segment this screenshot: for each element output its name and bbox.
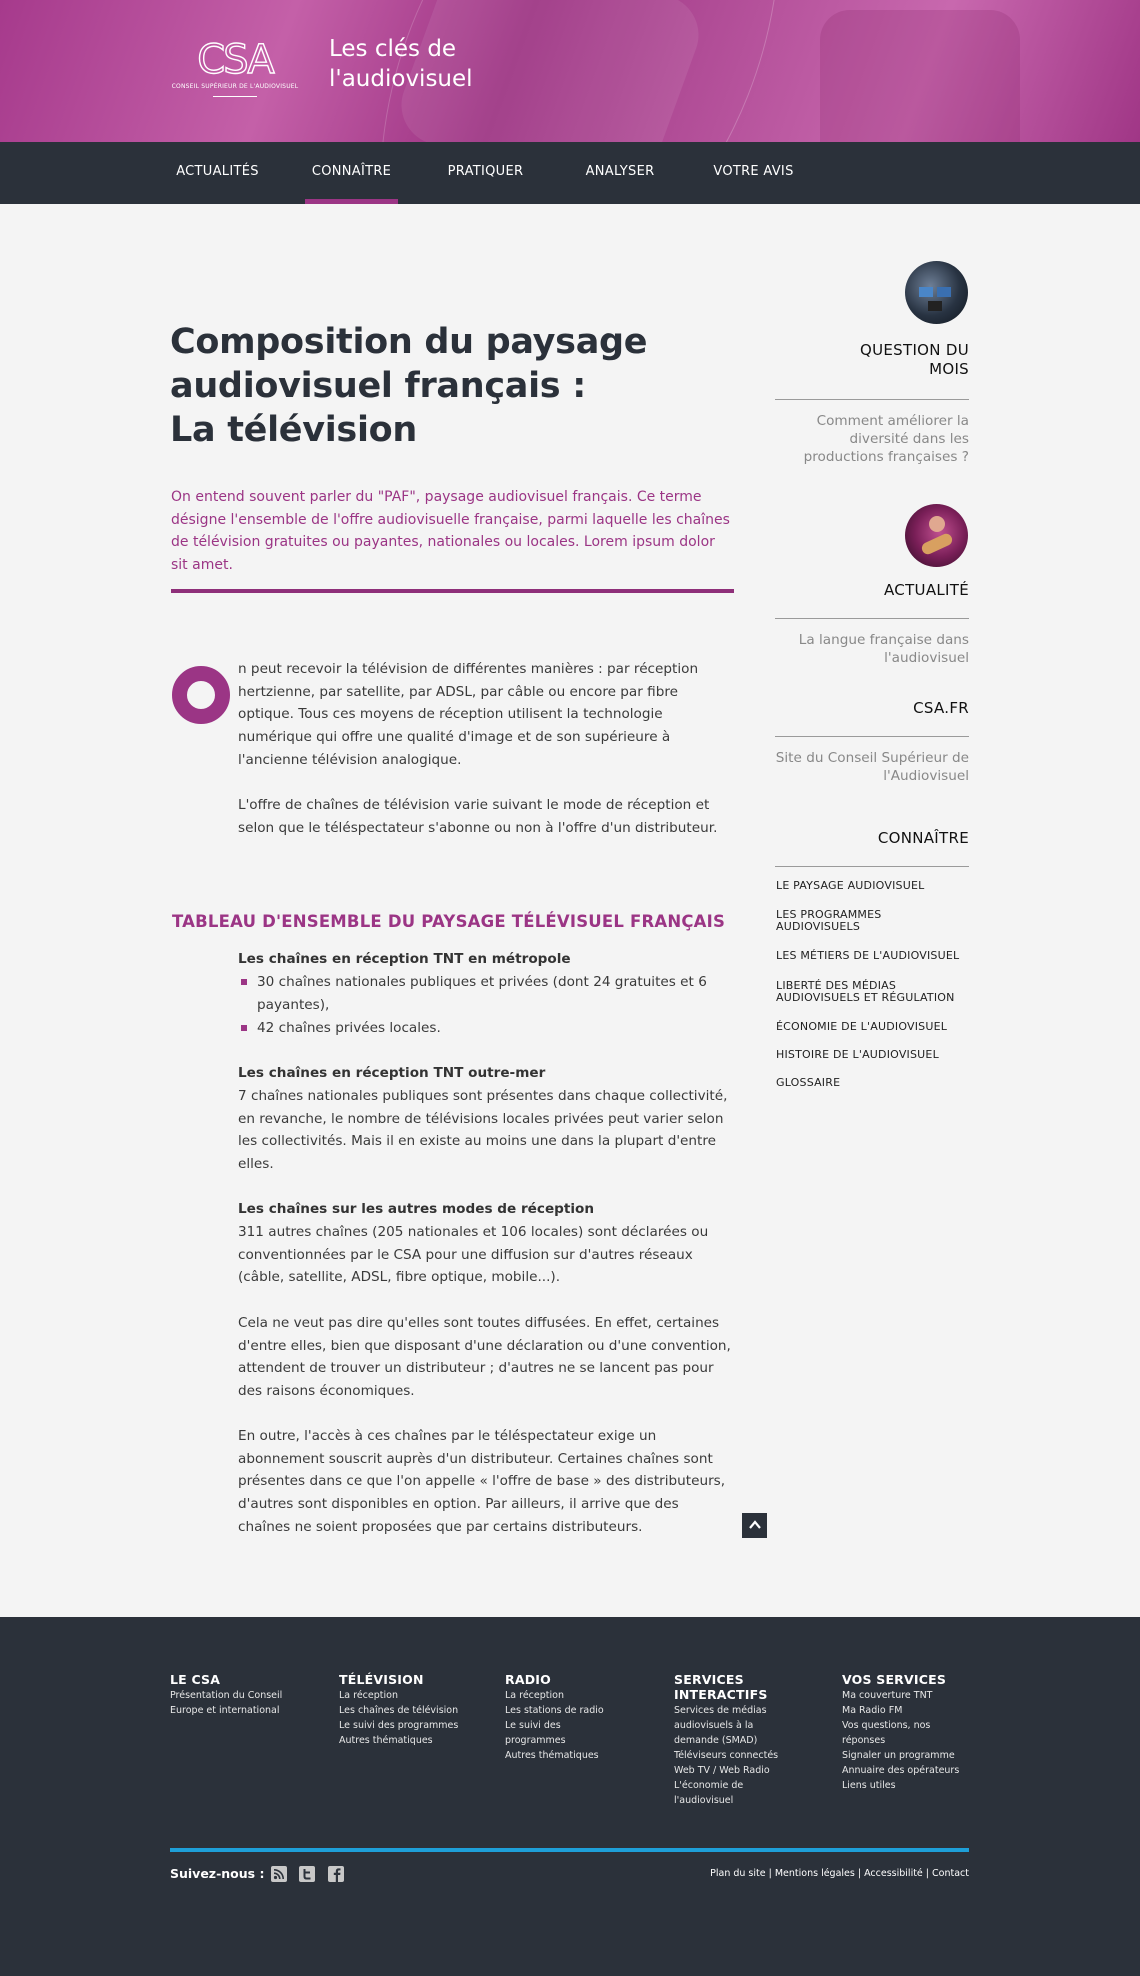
list-item: 30 chaînes nationales publiques et privées (dont 24 gratuites et 6 payantes), (238, 971, 733, 1016)
facebook-icon[interactable] (328, 1866, 344, 1882)
footer-link[interactable]: programmes (505, 1735, 566, 1746)
actualite-thumbnail[interactable] (905, 504, 968, 567)
footer-link[interactable]: Présentation du Conseil (170, 1690, 283, 1701)
page-title (170, 320, 730, 452)
follow-label: Suivez-nous : (170, 1866, 265, 1881)
footer-link[interactable]: Europe et international (170, 1705, 280, 1716)
csa-fr-text[interactable]: Site du Conseil Supérieur de l'Audiovisuel (775, 750, 969, 784)
logo-underline (213, 96, 257, 97)
page-title-line1: Composition du paysage (170, 322, 648, 362)
twitter-icon[interactable] (299, 1866, 315, 1882)
actualite-text[interactable]: La langue française dans l'audiovisuel (798, 632, 969, 666)
sidebar-divider (775, 736, 969, 737)
connaitre-link-programmes[interactable]: LES PROGRAMMES AUDIOVISUELS (776, 908, 882, 933)
footer-link[interactable]: demande (SMAD) (674, 1735, 758, 1746)
paragraph-diffusion: Cela ne veut pas dire qu'elles sont toutes diffusées. En effet, certaines d'entre elles, bien que disposant d'une déclaration ou d'une convention, attendent de trouver un distributeur ; d'autres ne se lancent pas pour des raisons économiques. (238, 1315, 731, 1400)
footer-column-title[interactable]: TÉLÉVISION (339, 1672, 424, 1687)
thumbnail-detail (929, 516, 945, 532)
footer-link[interactable]: Le suivi des programmes (339, 1720, 459, 1731)
rss-icon-glyph (271, 1866, 287, 1882)
footer-column-title[interactable] (674, 1672, 794, 1702)
question-text[interactable]: Comment améliorer la diversité dans les productions françaises ? (803, 413, 969, 465)
footer-link[interactable]: Les stations de radio (505, 1705, 604, 1716)
paragraph-acces: En outre, l'accès à ces chaînes par le téléspectateur exige un abonnement souscrit auprès d'un distributeur. Certaines chaînes sont présentes dans ce que l'on appelle « l'offre de base » des distributeurs, d'autres sont disponibles en option. Par ailleurs, il arrive que des chaînes ne soient proposées que par certains distributeurs. (238, 1428, 726, 1535)
autres-modes-text: 311 autres chaînes (205 nationales et 106 locales) sont déclarées ou conventionnées par le CSA pour une diffusion sur d'autres réseaux (câble, satellite, ADSL, fibre optique, mobile...). (238, 1224, 709, 1286)
actualite-title[interactable]: ACTUALITÉ (884, 581, 969, 599)
tnt-outremer-heading: Les chaînes en réception TNT outre-mer (238, 1065, 546, 1081)
legal-separator: | (765, 1868, 775, 1879)
logo-mark: CSA (197, 37, 273, 83)
facebook-icon-glyph (328, 1866, 344, 1882)
site-title-line2: l'audiovisuel (329, 66, 473, 92)
footer-column-csa (170, 1672, 320, 1718)
lead-divider (171, 589, 734, 593)
footer-column-vos-services (842, 1672, 970, 1793)
tnt-metropole-heading: Les chaînes en réception TNT en métropole (238, 951, 571, 967)
intro-paragraph-2: L'offre de chaînes de télévision varie suivant le mode de réception et selon que le téléspectateur s'abonne ou non à l'offre d'un distributeur. (238, 797, 718, 836)
sidebar-divider (775, 618, 969, 619)
intro-paragraph-1: n peut recevoir la télévision de différentes manières : par réception hertzienne, par satellite, par ADSL, par câble ou encore par fibre optique. Tous ces moyens de réception utilisent la technologie numérique qui offre une qualité d'image et de son supérieure à l'ancienne télévision analogique. (238, 661, 699, 768)
footer-link[interactable]: L'économie de (674, 1780, 744, 1791)
footer-divider (170, 1848, 969, 1852)
footer-link[interactable]: Les chaînes de télévision (339, 1705, 459, 1716)
thumbnail-detail (919, 287, 933, 297)
tnt-outremer-text: 7 chaînes nationales publiques sont présentes dans chaque collectivité, en revanche, le nombre de télévisions locales privées peut varier selon les collectivités. Mais il en existe au moins une dans la plupart d'entre elles. (238, 1088, 728, 1173)
footer-link[interactable]: Ma couverture TNT (842, 1690, 933, 1701)
contact-link[interactable]: Contact (932, 1868, 969, 1879)
question-title-line2: MOIS (929, 360, 969, 378)
site-title[interactable] (329, 34, 473, 94)
csa-fr-title[interactable]: CSA.FR (913, 699, 969, 717)
sitemap-link[interactable]: Plan du site (710, 1868, 766, 1879)
nav-item-votre-avis[interactable]: VOTRE AVIS (713, 164, 794, 179)
footer-link[interactable]: Téléviseurs connectés (674, 1750, 779, 1761)
connaitre-link-liberte[interactable]: LIBERTÉ DES MÉDIAS AUDIOVISUELS ET RÉGULATION (776, 979, 955, 1004)
chevron-up-icon (749, 1520, 761, 1529)
site-title-line1: Les clés de (329, 36, 457, 62)
site-footer (0, 1617, 1140, 1976)
dropcap-o (172, 666, 230, 724)
footer-link[interactable]: Autres thématiques (339, 1735, 433, 1746)
footer-column-title-line1: SERVICES (674, 1672, 744, 1687)
footer-link[interactable]: Ma Radio FM (842, 1705, 903, 1716)
footer-column-title[interactable]: VOS SERVICES (842, 1672, 947, 1687)
question-thumbnail[interactable] (905, 261, 968, 324)
autres-modes-heading: Les chaînes sur les autres modes de réception (238, 1201, 595, 1217)
footer-column-title-line2: INTERACTIFS (674, 1687, 768, 1702)
article-lead: On entend souvent parler du "PAF", paysage audiovisuel français. Ce terme désigne l'ensemble de l'offre audiovisuelle française, parmi laquelle les chaînes de télévision gratuites ou payantes, nationales ou locales. Lorem ipsum dolor sit amet. (171, 489, 730, 574)
footer-link[interactable]: Signaler un programme (842, 1750, 955, 1761)
footer-column-title[interactable]: LE CSA (170, 1672, 221, 1687)
nav-item-pratiquer[interactable]: PRATIQUER (447, 164, 524, 179)
footer-column-title[interactable]: RADIO (505, 1672, 551, 1687)
question-du-mois-title[interactable] (769, 341, 969, 379)
legal-links (710, 1868, 969, 1879)
footer-link[interactable]: Vos questions, nos (842, 1720, 931, 1731)
connaitre-title: CONNAÎTRE (877, 829, 969, 847)
site-header (0, 0, 1140, 142)
accessibilite-link[interactable]: Accessibilité (864, 1868, 923, 1879)
footer-column-television (339, 1672, 489, 1748)
footer-link[interactable]: audiovisuels à la (674, 1720, 754, 1731)
footer-link[interactable]: Annuaire des opérateurs (842, 1765, 960, 1776)
footer-link[interactable]: l'audiovisuel (674, 1795, 734, 1806)
nav-item-connaitre[interactable]: CONNAÎTRE (305, 142, 398, 204)
connaitre-link-histoire[interactable]: HISTOIRE DE L'AUDIOVISUEL (776, 1048, 939, 1061)
question-title-line1: QUESTION DU (860, 341, 969, 359)
header-decor (820, 10, 1020, 142)
main-nav (0, 142, 1140, 204)
nav-item-actualites[interactable]: ACTUALITÉS (176, 164, 259, 179)
connaitre-link-glossaire[interactable]: GLOSSAIRE (776, 1076, 841, 1089)
legal-separator: | (922, 1868, 933, 1879)
mentions-legales-link[interactable]: Mentions légales (774, 1868, 855, 1879)
footer-link[interactable]: Liens utiles (842, 1780, 896, 1791)
back-to-top-button[interactable] (742, 1513, 767, 1538)
footer-column-services (674, 1672, 794, 1808)
connaitre-link-metiers[interactable]: LES MÉTIERS DE L'AUDIOVISUEL (776, 949, 960, 962)
connaitre-link-paysage[interactable]: LE PAYSAGE AUDIOVISUEL (776, 879, 925, 892)
footer-link[interactable]: La réception (339, 1690, 398, 1701)
sidebar-divider (775, 866, 969, 867)
footer-link[interactable]: Autres thématiques (505, 1750, 599, 1761)
connaitre-link-economie[interactable]: ÉCONOMIE DE L'AUDIOVISUEL (776, 1020, 948, 1033)
page-title-line3: La télévision (170, 410, 418, 450)
logo-subtitle: CONSEIL SUPÉRIEUR DE L'AUDIOVISUEL (171, 83, 299, 90)
footer-column-radio (505, 1672, 625, 1763)
page-title-line2: audiovisuel français : (170, 366, 586, 406)
footer-link[interactable]: réponses (842, 1735, 886, 1746)
list-item: 42 chaînes privées locales. (238, 1017, 733, 1040)
footer-link[interactable]: Web TV / Web Radio (674, 1765, 770, 1776)
thumbnail-detail (920, 532, 954, 556)
csa-logo[interactable] (170, 38, 300, 98)
nav-item-analyser[interactable]: ANALYSER (585, 164, 655, 179)
legal-separator: | (854, 1868, 865, 1879)
section-title: TABLEAU D'ENSEMBLE DU PAYSAGE TÉLÉVISUEL FRANÇAIS (172, 912, 726, 931)
rss-icon[interactable] (271, 1866, 287, 1882)
sidebar-divider (775, 399, 969, 400)
footer-link[interactable]: Le suivi des (505, 1720, 561, 1731)
footer-link[interactable]: Services de médias (674, 1705, 767, 1716)
twitter-icon-glyph (299, 1866, 315, 1882)
footer-link[interactable]: La réception (505, 1690, 564, 1701)
